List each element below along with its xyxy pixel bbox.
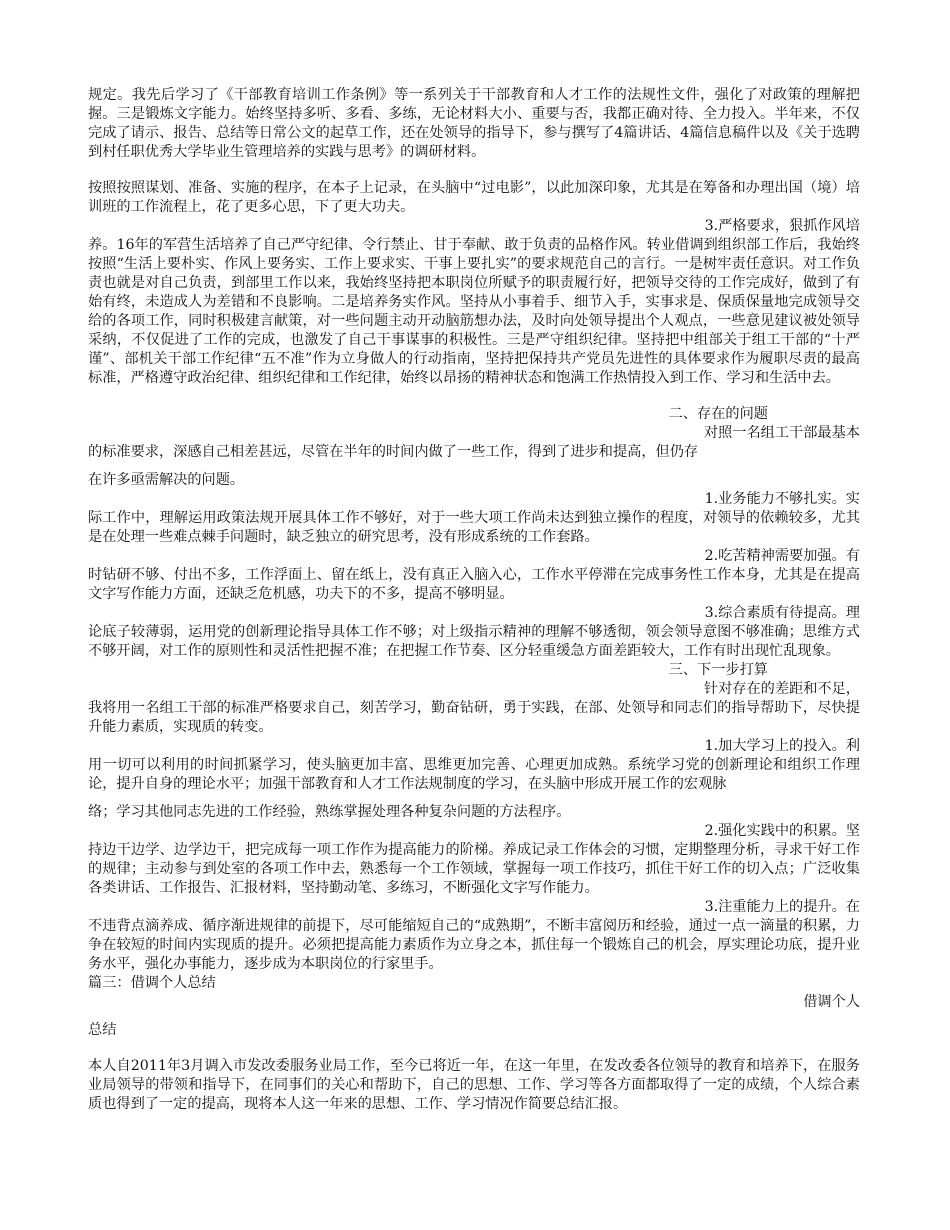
paragraph-study-investment-end: 络；学习其他同志先进的工作经验，熟练掌握处理各种复杂问题的方法程序。: [88, 804, 571, 820]
section-title-part-three: 篇三：借调个人总结: [88, 975, 216, 991]
document-title-start: 借调个人: [803, 994, 860, 1010]
paragraph-problems-intro-start: 对照一名组工干部最基本: [703, 425, 860, 441]
paragraph-problems-intro-end: 在许多亟需解决的问题。: [88, 472, 245, 488]
subheading-strict-requirements: 3.严格要求，狠抓作风培: [704, 218, 860, 234]
paragraph-hard-work: 时钻研不够、付出不多，工作浮面上、留在纸上，没有真正入脑入心，工作水平停滞在完成事务性工作本身，尤其是在提高文字写作能力方面，还缺乏危机感，功夫下的不多，提高不够明显。: [88, 567, 860, 602]
subheading-practice-accumulation: 2.强化实践中的积累。坚: [704, 823, 860, 839]
paragraph-work-style: 养。16年的军营生活培养了自己严守纪律、令行禁止、甘于奉献、敢于负责的品格作风。转业借调到组织部工作后，我始终按照“生活上要朴实、作风上要务实、工作上要求实、干事上要扎实”的要求规范自己的言行。一是树牢责任意识。对工作负责也就是对自己负责，到部里工作以来，我始终坚持把本职岗位所赋予的职责履行好，把领导交待的工作完成好，做到了有始有终，未造成人为差错和不良影响。二是培养务实作风。坚持从小事着手、细节入手，实事求是、保质保量地完成领导交给的各项工作，同时积极建言献策，对一些问题主动开动脑筋想办法，及时向处领导提出个人观点，一些意见建议被处领导采纳，不仅促进了工作的完成，也激发了自己干事谋事的积极性。三是严守组织纪律。坚持把中组部关于组工干部的“十严谨”、部机关干部工作纪律“五不准”作为立身做人的行动指南，坚持把保持共产党员先进性的具体要求作为履职尽责的最高标准，严格遵守政治纪律、组织纪律和工作纪律，始终以昂扬的精神状态和饱满工作热情投入到工作、学习和生活中去。: [88, 237, 860, 386]
paragraph-next-steps-intro-start: 针对存在的差距和不足，: [703, 681, 860, 697]
paragraph-study-regulations: 规定。我先后学习了《干部教育培训工作条例》等一系列关于干部教育和人才工作的法规性文件，强化了对政策的理解把握。三是锻炼文字能力。始终坚持多听、多看、多练，无论材料大小、重要与否，我都正确对待、全力投入。半年来，不仅完成了请示、报告、总结等日常公文的起草工作，还在处领导的指导下，参与撰写了4篇讲话、4篇信息稿件以及《关于选聘到村任职优秀大学毕业生管理培养的实践与思考》的调研材料。: [88, 87, 860, 160]
section-heading-problems: 二、存在的问题: [668, 406, 768, 422]
subheading-ability-improvement: 3.注重能力上的提升。在: [704, 899, 860, 915]
paragraph-next-steps-intro: 我将用一名组工干部的标准严格要求自己，刻苦学习，勤奋钻研，勇于实践，在部、处领导和同志们的指导帮助下，尽快提升能力素质，实现质的转变。: [88, 700, 860, 735]
paragraph-study-investment: 用一切可以利用的时间抓紧学习，使头脑更加丰富、思维更加完善、心理更加成熟。系统学习党的创新理论和组织工作理论，提升自身的理论水平；加强干部教育和人才工作法规制度的学习，在头脑中形成开展工作的宏观脉: [88, 757, 860, 792]
subheading-business-ability: 1.业务能力不够扎实。实: [704, 491, 860, 507]
paragraph-business-ability: 际工作中，理解运用政策法规开展具体工作不够好，对于一些大项工作尚未达到独立操作的程度，对领导的依赖较多，尤其是在处理一些难点棘手问题时，缺乏独立的研究思考，没有形成系统的工作套路。: [88, 510, 860, 545]
paragraph-overall-quality: 论底子较薄弱，运用党的创新理论指导具体工作不够；对上级指示精神的理解不够透彻，领会领导意图不够准确；思维方式不够开阔，对工作的原则性和灵活性把握不准；在把握工作节奏、区分轻重缓急方面差距较大，工作有时出现忙乱现象。: [88, 624, 860, 659]
paragraph-problems-intro-cont: 的标准要求，深感自己相差甚远，尽管在半年的时间内做了一些工作，得到了进步和提高，但仍存: [88, 444, 699, 460]
paragraph-workflow-practice: 按照按照谋划、准备、实施的程序，在本子上记录，在头脑中“过电影”，以此加深印象，尤其是在筹备和办理出国（境）培训班的工作流程上，花了更多心思，下了更大功夫。: [88, 180, 860, 215]
paragraph-practice-accumulation: 持边干边学、边学边干，把完成每一项工作作为提高能力的阶梯。养成记录工作体会的习惯，定期整理分析，寻求干好工作的规律；主动参与到处室的各项工作中去，熟悉每一个工作领域，掌握每一项工作技巧，抓住干好工作的切入点；广泛收集各类讲话、工作报告、汇报材料，坚持勤动笔、多练习，不断强化文字写作能力。: [88, 842, 860, 896]
subheading-overall-quality: 3.综合素质有待提高。理: [704, 605, 860, 621]
document-page: [88, 86, 860, 1114]
paragraph-ability-improvement: 不违背点滴养成、循序渐进规律的前提下，尽可能缩短自己的“成熟期”，不断丰富阅历和经验，通过一点一滴量的积累，力争在较短的时间内实现质的提升。必须把提高能力素质作为立身之本，抓住每一个锻炼自己的机会，厚实理论功底，提升业务水平，强化办事能力，逐步成为本职岗位的行家里手。: [88, 918, 860, 972]
document-title-end: 总结: [88, 1022, 117, 1038]
subheading-hard-work: 2.吃苦精神需要加强。有: [704, 548, 860, 564]
subheading-study-investment: 1.加大学习上的投入。利: [704, 738, 860, 754]
paragraph-summary-intro: 本人自2011年3月调入市发改委服务业局工作，至今已将近一年，在这一年里，在发改委各位领导的教育和培养下，在服务业局领导的带领和指导下，在同事们的关心和帮助下，自己的思想、工作、学习等各方面都取得了一定的成绩，个人综合素质也得到了一定的提高，现将本人这一年来的思想、工作、学习情况作简要总结汇报。: [88, 1058, 860, 1112]
section-heading-next-steps: 三、下一步打算: [668, 662, 768, 678]
